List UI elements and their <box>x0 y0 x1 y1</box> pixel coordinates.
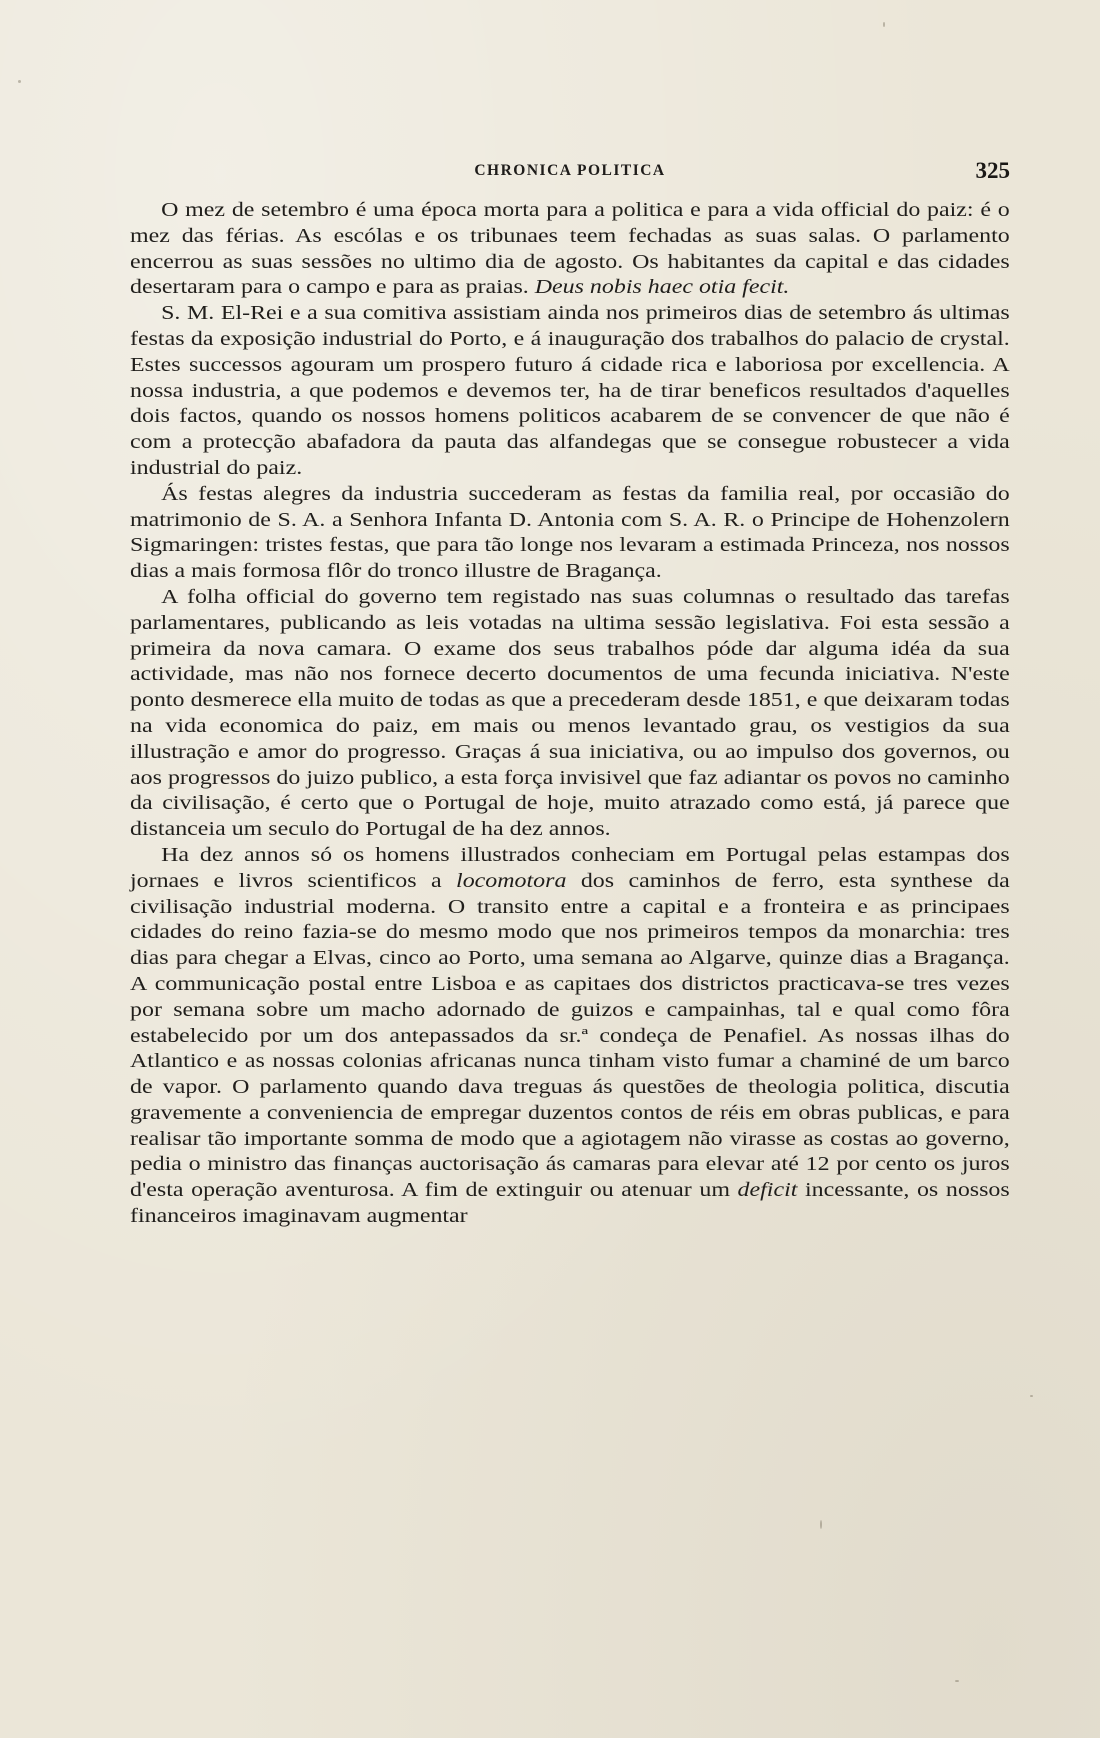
paragraph-4: A folha official do governo tem registado nas suas columnas o resultado das tarefas parlamentares, publicando as leis votadas na ultima sessão legislativa. Foi esta sessão a primeira da nova camara. O exame dos seus trabalhos póde dar alguma idéa da sua actividade, mas não nos fornece decerto documentos de uma fecunda iniciativa. N'este ponto desmerece ella muito de todas as que a precederam desde 1851, e que deixaram todas na vida economica do paiz, em mais ou menos levantado grau, os vestigios da sua illustração e amor do progresso. Graças á sua iniciativa, ou ao impulso dos governos, ou aos progressos do juizo publico, a esta força invisivel que faz adiantar os povos no caminho da civilisação, é certo que o Portugal de hoje, muito atrazado como está, já parece que distanceia um seculo do Portugal de ha dez annos. <box>130 585 1010 841</box>
page-number: 325 <box>975 158 1010 183</box>
paper-speck <box>1030 1395 1033 1397</box>
paper-speck <box>820 1520 822 1529</box>
paper-speck <box>883 22 885 27</box>
running-title: CHRONICA POLITICA <box>474 162 666 179</box>
article-body <box>130 198 1010 1230</box>
paragraph-5: Ha dez annos só os homens illustrados conheciam em Portugal pelas estampas dos jornaes e livros scientificos a locomotora dos caminhos de ferro, esta synthese da civilisação industrial moderna. O transito entre a capital e a fronteira e as principaes cidades do reino fazia-se do mesmo modo que nos primeiros tempos da monarchia: tres dias para chegar a Elvas, cinco ao Porto, uma semana ao Algarve, quinze dias a Bragança. A communicação postal entre Lisboa e as capitaes dos districtos practicava-se tres vezes por semana sobre um macho adornado de guizos e campainhas, tal e qual como fôra estabelecido por um dos antepassados da sr.ª condeça de Penafiel. As nossas ilhas do Atlantico e as nossas colonias africanas nunca tinham visto fumar a chaminé de um barco de vapor. O parlamento quando dava treguas ás questões de theologia politica, discutia gravemente a conveniencia de empregar duzentos contos de réis em obras publicas, e para realisar tão importante somma de modo que a agiotagem não virasse as costas ao governo, pedia o ministro das finanças auctorisação ás camaras para elevar até 12 por cento os juros d'esta operação aventurosa. A fim de extinguir ou atenuar um deficit incessante, os nossos financeiros imaginavam augmentar <box>130 843 1010 1228</box>
running-header <box>130 158 1010 188</box>
paragraph-1: O mez de setembro é uma época morta para a politica e para a vida official do paiz: é o mez das férias. As escólas e os tribunaes teem fechadas as suas salas. O parlamento encerrou as suas sessões no ultimo dia de agosto. Os habitantes da capital e das cidades desertaram para o campo e para as praias. Deus nobis haec otia fecit. <box>130 199 1010 299</box>
paragraph-3: Ás festas alegres da industria succederam as festas da familia real, por occasião do matrimonio de S. A. a Senhora Infanta D. Antonia com S. A. R. o Principe de Hohenzolern Sigmaringen: tristes festas, que para tão longe nos levaram a estimada Princeza, nos nossos dias a mais formosa flôr do tronco illustre de Bragança. <box>130 482 1010 583</box>
paper-speck <box>955 1680 959 1682</box>
paragraph-2: S. M. El-Rei e a sua comitiva assistiam ainda nos primeiros dias de setembro ás ultimas festas da exposição industrial do Porto, e á inauguração dos trabalhos do palacio de crystal. Estes successos agouram um prospero futuro á cidade rica e laboriosa por excellencia. A nossa industria, a que podemos e devemos ter, ha de tirar beneficos resultados d'aquelles dois factos, quando os nossos homens politicos acabarem de se convencer de que não é com a protecção abafadora da pauta das alfandegas que se consegue robustecer a vida industrial do paiz. <box>130 302 1010 479</box>
paper-speck <box>18 80 21 83</box>
